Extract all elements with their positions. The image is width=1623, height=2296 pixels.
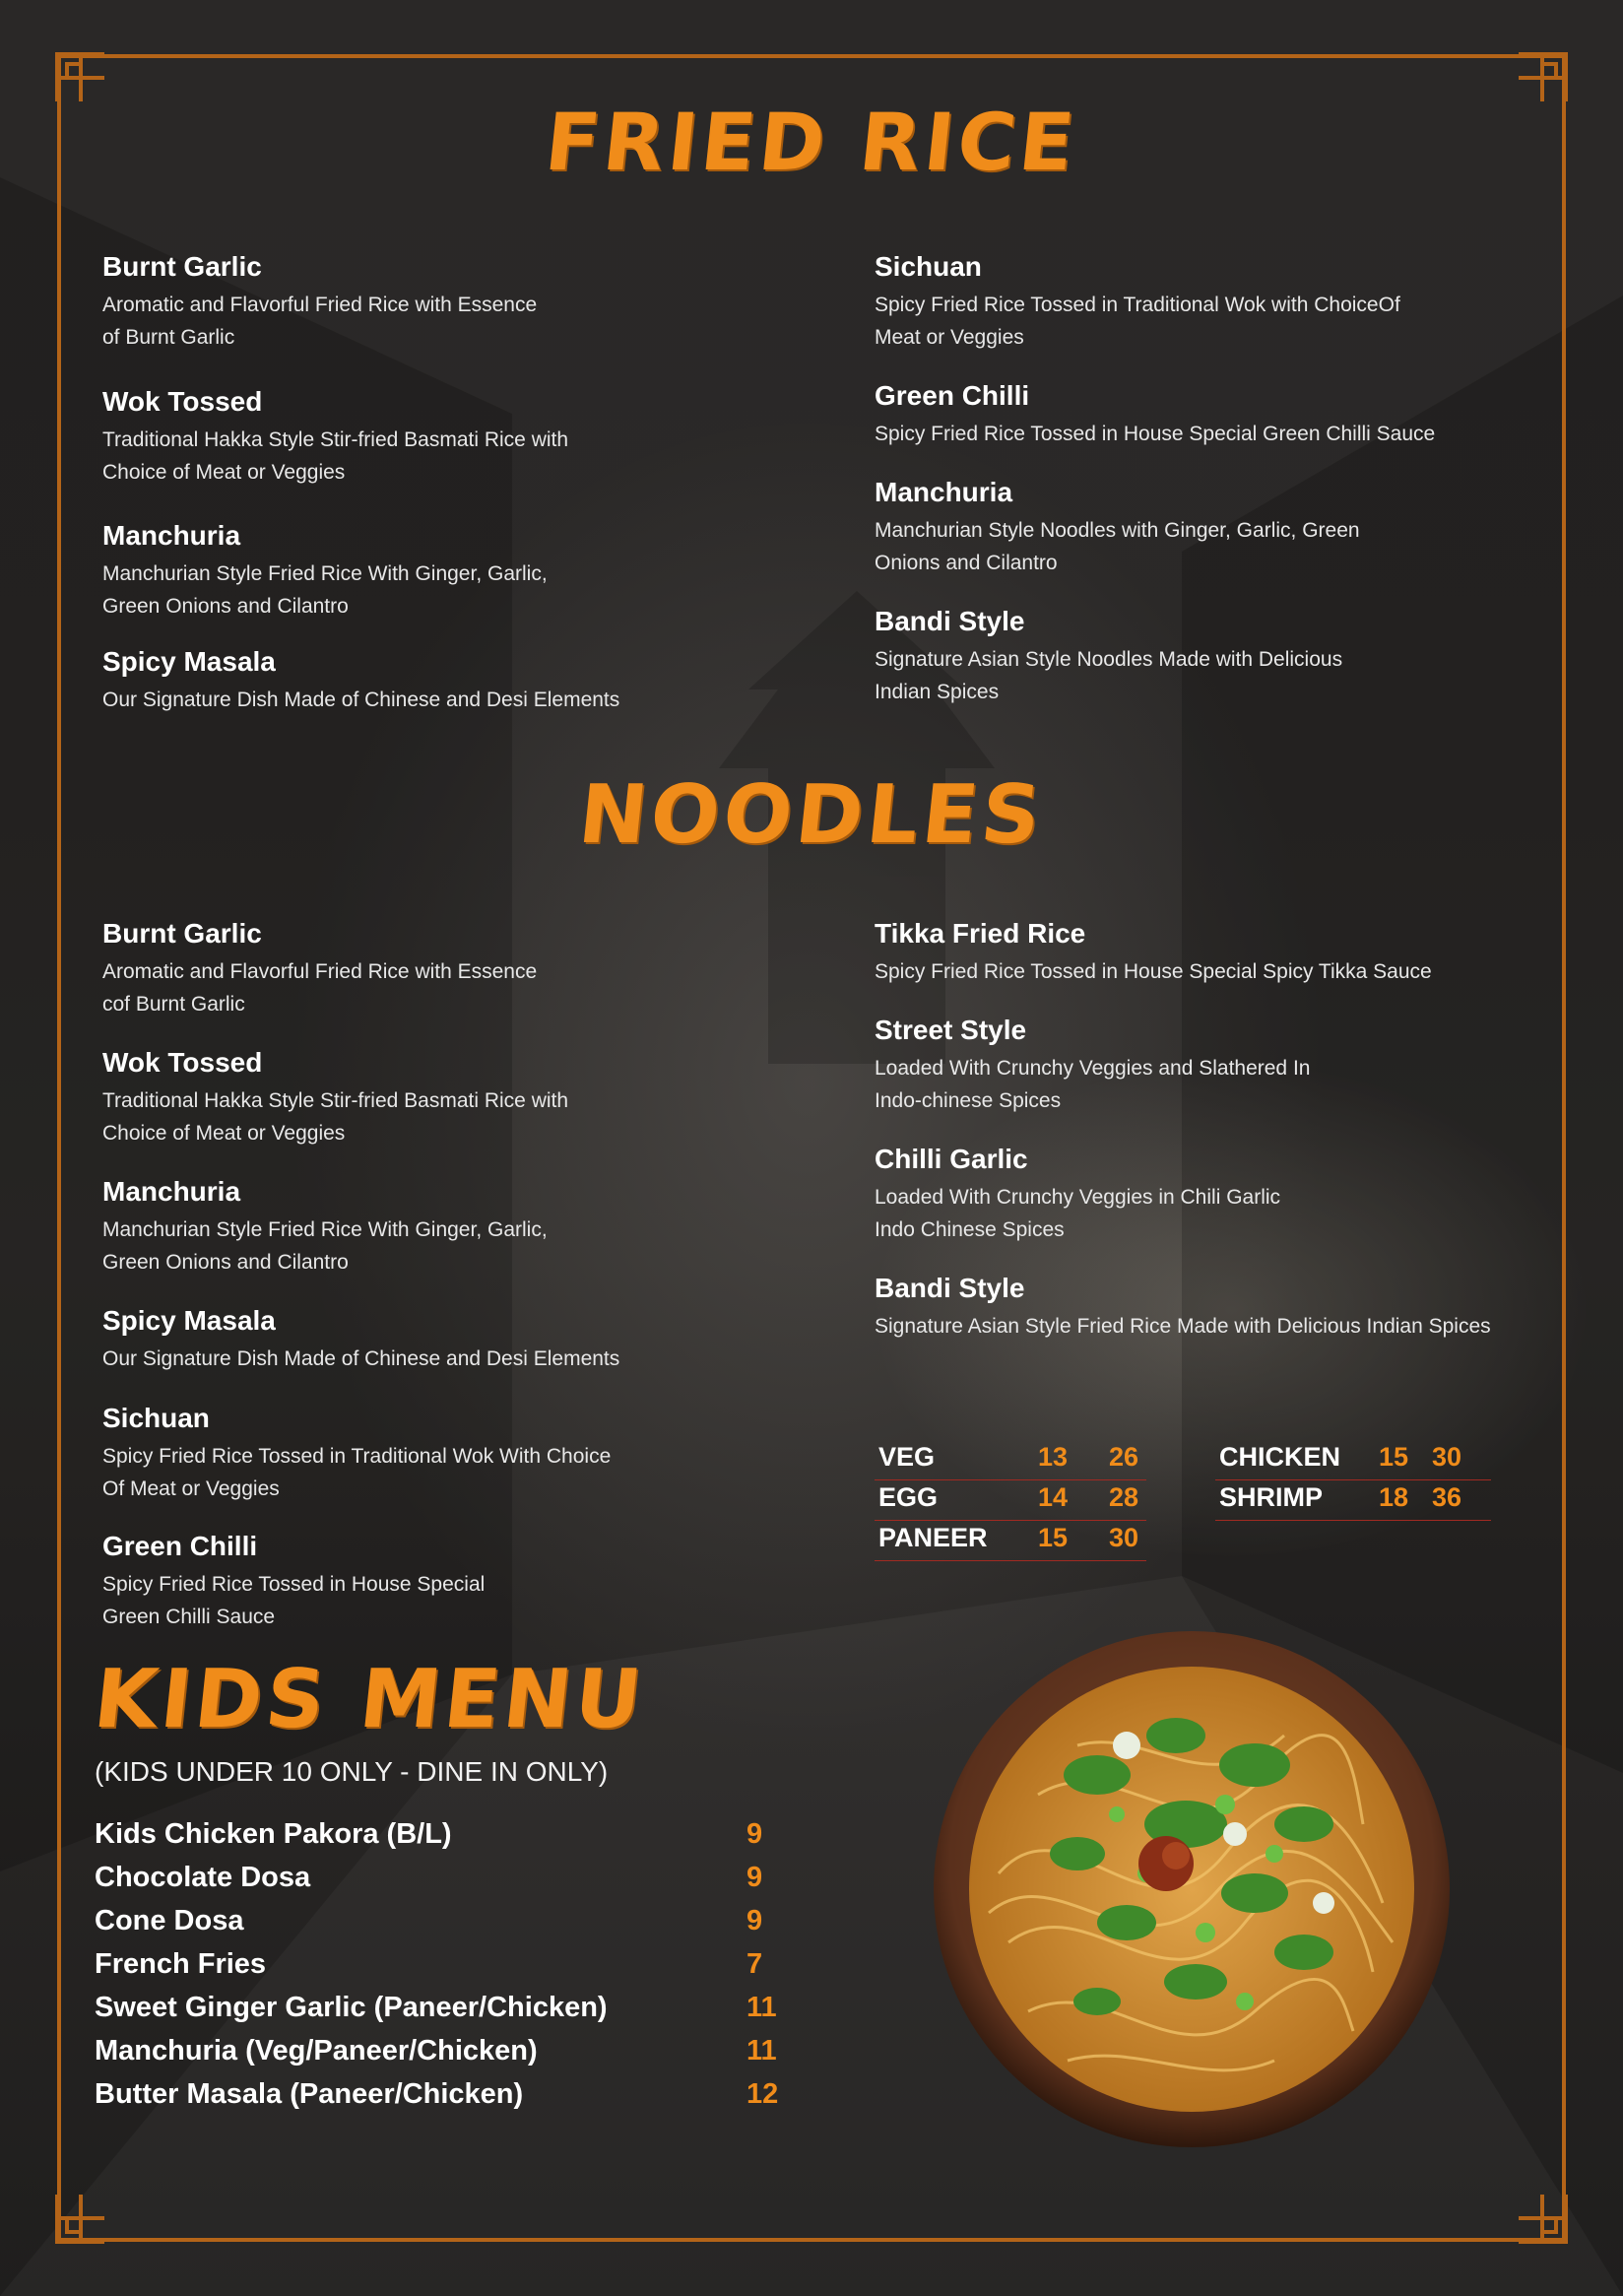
corner-ornament-icon (55, 2193, 106, 2244)
noodle-bowl-image (930, 1627, 1454, 2151)
price-full: 36 (1432, 1482, 1462, 1512)
item-description: Manchurian Style Fried Rice With Ginger, Garlic, Green Onions and Cilantro (102, 1218, 548, 1274)
kids-menu-note: (KIDS UNDER 10 ONLY - DINE IN ONLY) (95, 1756, 609, 1787)
item-name: Spicy Masala (102, 1305, 276, 1336)
item-name: Spicy Masala (102, 646, 276, 677)
item-name: Manchuria (102, 1176, 241, 1207)
item-description: Aromatic and Flavorful Fried Rice with Essence of Burnt Garlic (102, 294, 538, 349)
item-name: Bandi Style (875, 606, 1025, 636)
item-name: Sichuan (102, 1403, 210, 1433)
list-item (95, 2035, 794, 2078)
price-row (1215, 1480, 1491, 1521)
list-item (95, 1818, 794, 1862)
price-table-right (1215, 1440, 1491, 1521)
list-item (95, 1992, 794, 2035)
price-full: 30 (1109, 1523, 1139, 1552)
menu-item (875, 477, 1360, 579)
price-half: 18 (1379, 1482, 1409, 1512)
kids-item-name: French Fries (95, 1948, 267, 1980)
item-description: Loaded With Crunchy Veggies in Chili Garlic Indo Chinese Spices (875, 1186, 1281, 1241)
price-row (875, 1480, 1146, 1521)
item-name: Green Chilli (102, 1531, 258, 1561)
kids-item-price: 9 (747, 1818, 763, 1850)
menu-item (875, 380, 1435, 450)
price-full: 26 (1109, 1442, 1139, 1472)
item-description: Spicy Fried Rice Tossed in House Special Spicy Tikka Sauce (875, 960, 1432, 983)
kids-menu-heading: KIDS MENU (90, 1653, 650, 1746)
menu-item (102, 1047, 568, 1149)
item-description: Aromatic and Flavorful Fried Rice with Essence cof Burnt Garlic (102, 960, 538, 1016)
kids-item-name: Chocolate Dosa (95, 1862, 311, 1893)
item-name: Chilli Garlic (875, 1144, 1028, 1174)
menu-item (875, 1144, 1280, 1246)
kids-item-name: Cone Dosa (95, 1905, 244, 1936)
list-item (95, 1948, 794, 1992)
menu-item (102, 251, 537, 354)
item-name: Manchuria (875, 477, 1013, 507)
item-name: Burnt Garlic (102, 918, 262, 949)
item-description: Our Signature Dish Made of Chinese and Desi Elements (102, 689, 620, 711)
item-description: Loaded With Crunchy Veggies and Slathered In Indo-chinese Spices (875, 1057, 1311, 1112)
item-name: Wok Tossed (102, 1047, 263, 1078)
price-full: 30 (1432, 1442, 1462, 1472)
price-half: 15 (1038, 1523, 1069, 1552)
kids-item-price: 11 (747, 1992, 777, 2023)
price-label: SHRIMP (1219, 1482, 1324, 1512)
menu-item (102, 1403, 611, 1505)
item-name: Wok Tossed (102, 386, 263, 417)
price-label: VEG (878, 1442, 936, 1472)
price-full: 28 (1109, 1482, 1139, 1512)
price-label: PANEER (878, 1523, 988, 1552)
list-item (95, 2078, 794, 2122)
kids-item-name: Manchuria (Veg/Paneer/Chicken) (95, 2035, 538, 2066)
item-name: Tikka Fried Rice (875, 918, 1086, 949)
item-description: Signature Asian Style Fried Rice Made with Delicious Indian Spices (875, 1315, 1491, 1338)
item-description: Spicy Fried Rice Tossed in Traditional Wok with ChoiceOf Meat or Veggies (875, 294, 1400, 349)
item-description: Traditional Hakka Style Stir-fried Basmati Rice with Choice of Meat or Veggies (102, 428, 569, 484)
kids-item-name: Kids Chicken Pakora (B/L) (95, 1818, 452, 1850)
menu-item (875, 1015, 1310, 1117)
list-item (95, 1862, 794, 1905)
price-label: EGG (878, 1482, 939, 1512)
kids-menu-list (95, 1818, 794, 2122)
menu-item (875, 606, 1342, 708)
menu-item (102, 1176, 548, 1279)
item-description: Signature Asian Style Noodles Made with Delicious Indian Spices (875, 648, 1343, 703)
corner-ornament-icon (1517, 2193, 1568, 2244)
item-name: Sichuan (875, 251, 982, 282)
fried-rice-heading: FRIED RICE (541, 97, 1082, 188)
menu-item (875, 1273, 1491, 1343)
menu-item (875, 918, 1432, 988)
list-item (95, 1905, 794, 1948)
kids-item-price: 12 (747, 2078, 779, 2110)
menu-item (102, 1531, 485, 1633)
menu-item (102, 520, 548, 623)
item-name: Burnt Garlic (102, 251, 262, 282)
item-name: Bandi Style (875, 1273, 1025, 1303)
item-description: Manchurian Style Noodles with Ginger, Garlic, Green Onions and Cilantro (875, 519, 1360, 574)
price-row (875, 1440, 1146, 1480)
item-description: Spicy Fried Rice Tossed in House Special Green Chilli Sauce (102, 1573, 486, 1628)
menu-item (875, 251, 1400, 354)
kids-item-price: 11 (747, 2035, 777, 2066)
item-name: Street Style (875, 1015, 1027, 1045)
menu-item (102, 918, 537, 1020)
price-row (875, 1521, 1146, 1561)
kids-item-price: 9 (747, 1905, 763, 1936)
price-table-left (875, 1440, 1146, 1561)
item-name: Green Chilli (875, 380, 1030, 411)
item-description: Spicy Fried Rice Tossed in Traditional Wok With Choice Of Meat or Veggies (102, 1445, 612, 1500)
price-row (1215, 1440, 1491, 1480)
kids-item-name: Butter Masala (Paneer/Chicken) (95, 2078, 524, 2110)
item-description: Spicy Fried Rice Tossed in House Special Green Chilli Sauce (875, 423, 1436, 445)
kids-item-price: 9 (747, 1862, 763, 1893)
item-name: Manchuria (102, 520, 241, 551)
kids-item-price: 7 (747, 1948, 763, 1980)
item-description: Traditional Hakka Style Stir-fried Basmati Rice with Choice of Meat or Veggies (102, 1089, 569, 1145)
menu-item (102, 386, 568, 489)
menu-item (102, 646, 619, 716)
price-half: 14 (1038, 1482, 1069, 1512)
kids-item-name: Sweet Ginger Garlic (Paneer/Chicken) (95, 1992, 608, 2023)
noodles-heading: NOODLES (574, 768, 1049, 862)
price-label: CHICKEN (1219, 1442, 1341, 1472)
menu-item (102, 1305, 619, 1375)
item-description: Our Signature Dish Made of Chinese and Desi Elements (102, 1347, 620, 1370)
price-half: 15 (1379, 1442, 1409, 1472)
price-half: 13 (1038, 1442, 1069, 1472)
item-description: Manchurian Style Fried Rice With Ginger, Garlic, Green Onions and Cilantro (102, 562, 548, 618)
